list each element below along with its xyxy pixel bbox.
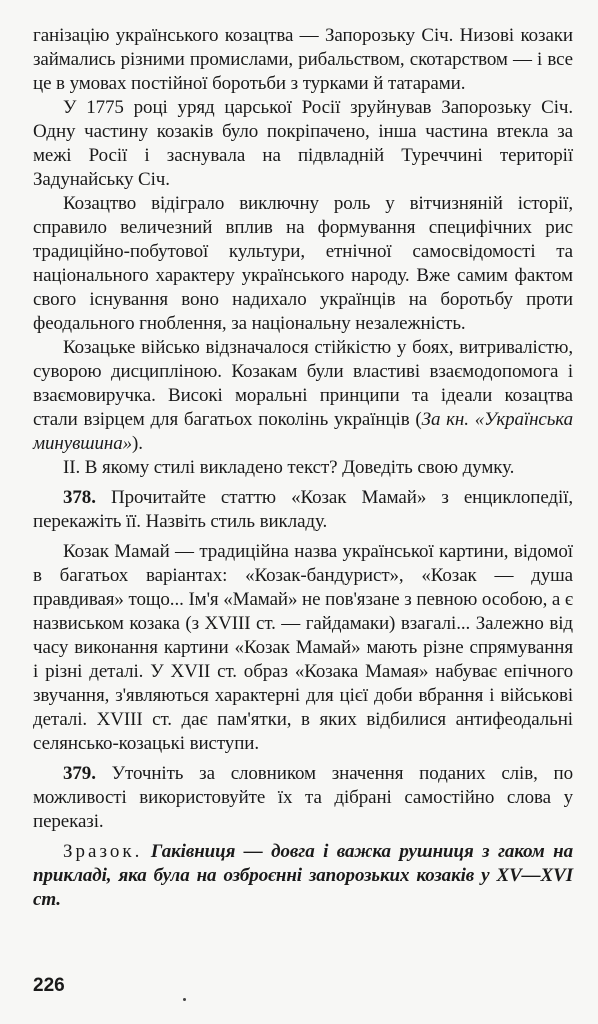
sample-text: Гаківниця — довга і важка рушниця з гаком на прикладі, яка була на озброєнні запорозьких козаків у XV—XVI ст. (33, 841, 574, 910)
question-style: II. В якому стилі викладено текст? Доведіть свою думку. (63, 457, 515, 478)
paragraph-cossack-army-text: Козацьке військо відзначалося стійкістю у боях, витривалістю, суворою дисципліною. Козакам були властиві взаємодопомога і взаємовиручка. Високі моральні принципи та ідеали козацтва стали взірцем для багатьох поколінь українців ( (33, 337, 573, 430)
sample-label: Зразок. (63, 841, 143, 862)
paragraph-cossack-army (33, 336, 573, 456)
page-content (33, 24, 573, 912)
task-379 (33, 762, 573, 834)
paragraph-kozak-mamai: Козак Мамай — традиційна назва української картини, відомої в багатьох варіантах: «Козак-бандурист», «Козак — душа правдивая» тощо... Ім'я «Мамай» не пов'язане з певною особою, а є назвиськом козака (з XVIII ст. — гайдамаки) взагалі... Залежно від часу виконання картини «Козак Мамай» мають різне спрямування і різні деталі. У XVII ст. образ «Козака Мамая» набуває епічного звучання, з'являються характерні для цієї доби вбрання і військові деталі. XVIII ст. дає пам'ятки, в яких відбилися антифеодальні селянсько-козацькі виступи. (33, 541, 573, 754)
sample-paragraph (33, 840, 573, 912)
paragraph-zaporizhzhia-continuation: ганізацію українського козацтва — Запорозьку Січ. Низові козаки займались різними промислами, рибальством, скотарством — і все це в умовах постійної боротьби з турками й татарами. (33, 25, 573, 94)
print-dot (183, 998, 186, 1001)
source-reference-tail: ). (132, 433, 143, 454)
page-number: 226 (33, 975, 65, 996)
task-378-number: 378. (63, 487, 96, 508)
paragraph-cossack-role: Козацтво відіграло виключну роль у вітчизняній історії, справило величезний вплив на формування специфічних рис традиційно-побутової культури, етнічної самосвідомості та національного характеру українського народу. Вже самим фактом свого існування воно надихало українців на боротьбу проти феодального гноблення, за національну незалежність. (33, 193, 573, 334)
task-379-text: Уточніть за словником значення поданих слів, по можливості використовуйте їх та дібрані самостійно слова у переказі. (33, 763, 574, 832)
source-reference: За кн. «Українська минувшина» (33, 409, 574, 454)
task-379-number: 379. (63, 763, 96, 784)
task-378-text: Прочитайте статтю «Козак Мамай» з енциклопедії, перекажіть її. Назвіть стиль викладу. (33, 487, 573, 532)
task-378 (33, 486, 573, 534)
paragraph-1775: У 1775 році уряд царської Росії зруйнував Запорозьку Січ. Одну частину козаків було покріпачено, інша частина втекла за межі Росії і заснувала на підвладній Туреччині території Задунайську Січ. (33, 97, 573, 190)
